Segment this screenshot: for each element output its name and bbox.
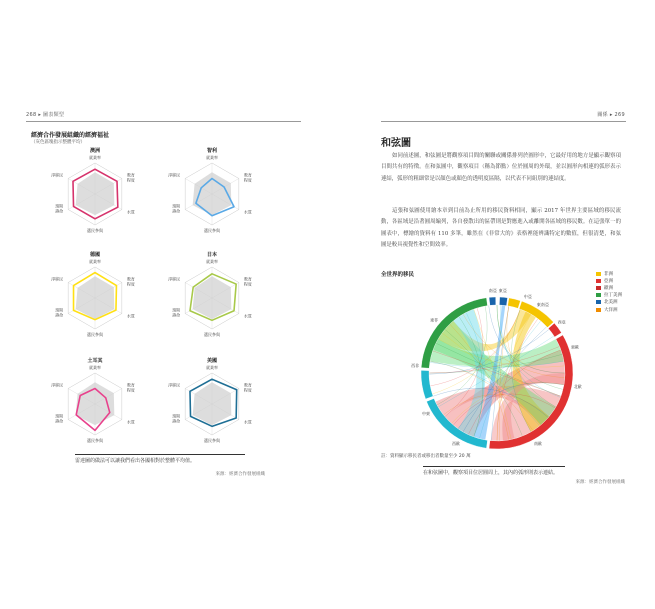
body-paragraph-2: 這張和弦圖使用繪本章到目前為止所用的移民資料相同，顯示 2017 年世界主要區域的移民流動，各區域是沿著圓周編列，各自發散出的區帶則是對應進入或離開各區域的移民數。在這張單一的圖表中，標繪的資料有 110 多筆，雖然在《非常大的》表格裡能辨識特定的數值，但很清楚，和弦圖是較具視覺性和空間效率。	[381, 208, 621, 249]
radar-country-name: 土耳其	[87, 358, 103, 364]
radar-country-name: 澳洲	[89, 148, 101, 154]
radar-axis-label: 預期壽命	[172, 413, 181, 424]
radar-chart-4	[168, 251, 253, 337]
chord-region-label: 南歐	[534, 441, 542, 447]
chord-region-arc	[508, 298, 521, 308]
radar-chart-6	[168, 357, 253, 443]
radar-axis-label: 水質	[243, 419, 252, 425]
legend-label: 亞洲	[604, 278, 613, 284]
legend-label: 大洋洲	[604, 307, 618, 313]
radar-axis-label: 淨移民	[51, 382, 64, 388]
radar-figure-title: 經濟合作發展組織的經濟福祉	[31, 132, 110, 139]
radar-axis-label: 淨移民	[168, 276, 181, 282]
chord-region-arc	[489, 297, 496, 305]
chord-region-label: 東南亞	[536, 302, 549, 308]
legend-item	[596, 299, 622, 306]
chord-region-label: 東歐	[570, 344, 579, 350]
radar-axis-label: 就業率	[206, 365, 218, 370]
radar-axis-label: 選民參與	[87, 228, 103, 233]
right-page	[328, 0, 655, 609]
legend-label: 歐洲	[604, 285, 613, 291]
radar-source: 來源：經濟合作發展組織	[215, 472, 265, 477]
radar-axis-label: 預期壽命	[55, 413, 64, 424]
radar-axis-label: 就業率	[89, 259, 101, 264]
radar-country-name: 德國	[89, 252, 101, 258]
chord-region-label: 南亞	[488, 288, 497, 294]
legend-label: 非洲	[604, 271, 613, 277]
chord-region-arc	[421, 370, 433, 399]
radar-chart-1	[51, 147, 136, 233]
radar-chart-3	[51, 251, 136, 337]
radar-axis-label: 淨移民	[51, 276, 64, 282]
radar-axis-label: 水質	[126, 313, 135, 319]
radar-axis-label: 教育程度	[126, 382, 135, 393]
radar-country-name: 智利	[206, 148, 218, 154]
chord-region-label: 中東	[421, 411, 430, 416]
legend-item	[596, 277, 622, 284]
chord-chart-title: 全世界的移民	[381, 272, 415, 278]
radar-axis-label: 選民參與	[87, 332, 103, 337]
radar-axis-label: 教育程度	[243, 382, 252, 393]
radar-axis-label: 就業率	[206, 259, 218, 264]
chord-caption: 在和弦圖中，觀察項目位居圓周上，其內的弧形則表示連結。	[423, 466, 565, 476]
radar-axis-label: 預期壽命	[172, 307, 181, 318]
radar-axis-label: 水質	[126, 209, 135, 215]
legend-swatch	[596, 293, 601, 297]
radar-axis-label: 淨移民	[168, 382, 181, 388]
radar-axis-label: 水質	[243, 313, 252, 319]
radar-axis-label: 預期壽命	[55, 307, 64, 318]
radar-country-name: 日本	[206, 252, 218, 258]
radar-axis-label: 水質	[243, 209, 252, 215]
legend-swatch	[596, 286, 601, 290]
radar-charts	[0, 0, 327, 609]
legend-item	[596, 284, 622, 291]
radar-axis-label: 教育程度	[243, 276, 252, 287]
radar-chart-5	[51, 357, 136, 443]
chord-region-label: 中亞	[523, 293, 532, 299]
radar-axis-label: 就業率	[206, 155, 218, 160]
chord-source: 來源：經濟合作發展組織	[575, 480, 625, 485]
radar-axis-label: 選民參與	[204, 438, 220, 443]
running-head-left: 268 ▸ 圖表類型	[26, 112, 65, 118]
chord-region-arc	[499, 297, 507, 306]
radar-axis-label: 選民參與	[87, 438, 103, 443]
radar-country-name: 美國	[206, 358, 218, 364]
radar-axis-label: 教育程度	[126, 172, 135, 183]
chord-region-label: 西非	[411, 362, 420, 368]
radar-axis-label: 淨移民	[51, 172, 64, 178]
legend-swatch	[596, 279, 601, 283]
legend-item	[596, 270, 622, 277]
radar-axis-label: 水質	[126, 419, 135, 425]
legend-swatch	[596, 300, 601, 304]
chord-ring	[411, 287, 581, 449]
legend-label: 拉丁美洲	[604, 293, 622, 299]
chord-region-label: 西歐	[452, 441, 460, 447]
radar-caption: 雷達圖的做法可以讓我們看出各國相對於整體平均值。	[75, 454, 245, 464]
body-paragraph-1: 如同前述圖，和弦圖是將觀察項目間的關聯或關係排列於圓形中，它最好用的地方是顯示觀察項目間共有的特徵。在和弦圖中，觀察項目（稱為節點）位於圓周的外環，並以圓形內相連的弧形表示連結，弧形的粗細常是以顏色或顏色的透明度區隔，以代表不同組別的連結度。	[381, 153, 621, 182]
chord-region-label: 東亞	[498, 288, 507, 294]
running-head-right: 關係 ▸ 269	[597, 112, 625, 118]
radar-axis-label: 選民參與	[204, 332, 220, 337]
radar-axis-label: 就業率	[89, 365, 101, 370]
chord-region-label: 東非	[430, 317, 439, 323]
legend-swatch	[596, 308, 601, 312]
radar-chart-2	[168, 147, 253, 233]
radar-axis-label: 預期壽命	[55, 203, 64, 214]
legend-label: 北美洲	[604, 300, 618, 306]
section-title: 和弦圖	[381, 138, 411, 149]
radar-average-area	[193, 382, 232, 425]
left-page	[0, 0, 327, 609]
chord-region-label: 北歐	[573, 384, 582, 390]
radar-axis-label: 淨移民	[168, 172, 181, 178]
radar-average-area	[76, 172, 115, 215]
chord-region-label: 西亞	[557, 319, 566, 325]
chord-note: 註：資料顯示移民者或移出者數量至少 20 萬	[381, 454, 471, 459]
radar-axis-label: 預期壽命	[172, 203, 181, 214]
radar-axis-label: 就業率	[89, 155, 101, 160]
legend-swatch	[596, 272, 601, 276]
chord-legend	[596, 270, 622, 313]
radar-axis-label: 選民參與	[204, 228, 220, 233]
radar-figure-subtitle: （灰色區塊指示整體平均）	[31, 140, 85, 145]
radar-axis-label: 教育程度	[126, 276, 135, 287]
radar-axis-label: 教育程度	[243, 172, 252, 183]
legend-item	[596, 292, 622, 299]
legend-item	[596, 306, 622, 313]
